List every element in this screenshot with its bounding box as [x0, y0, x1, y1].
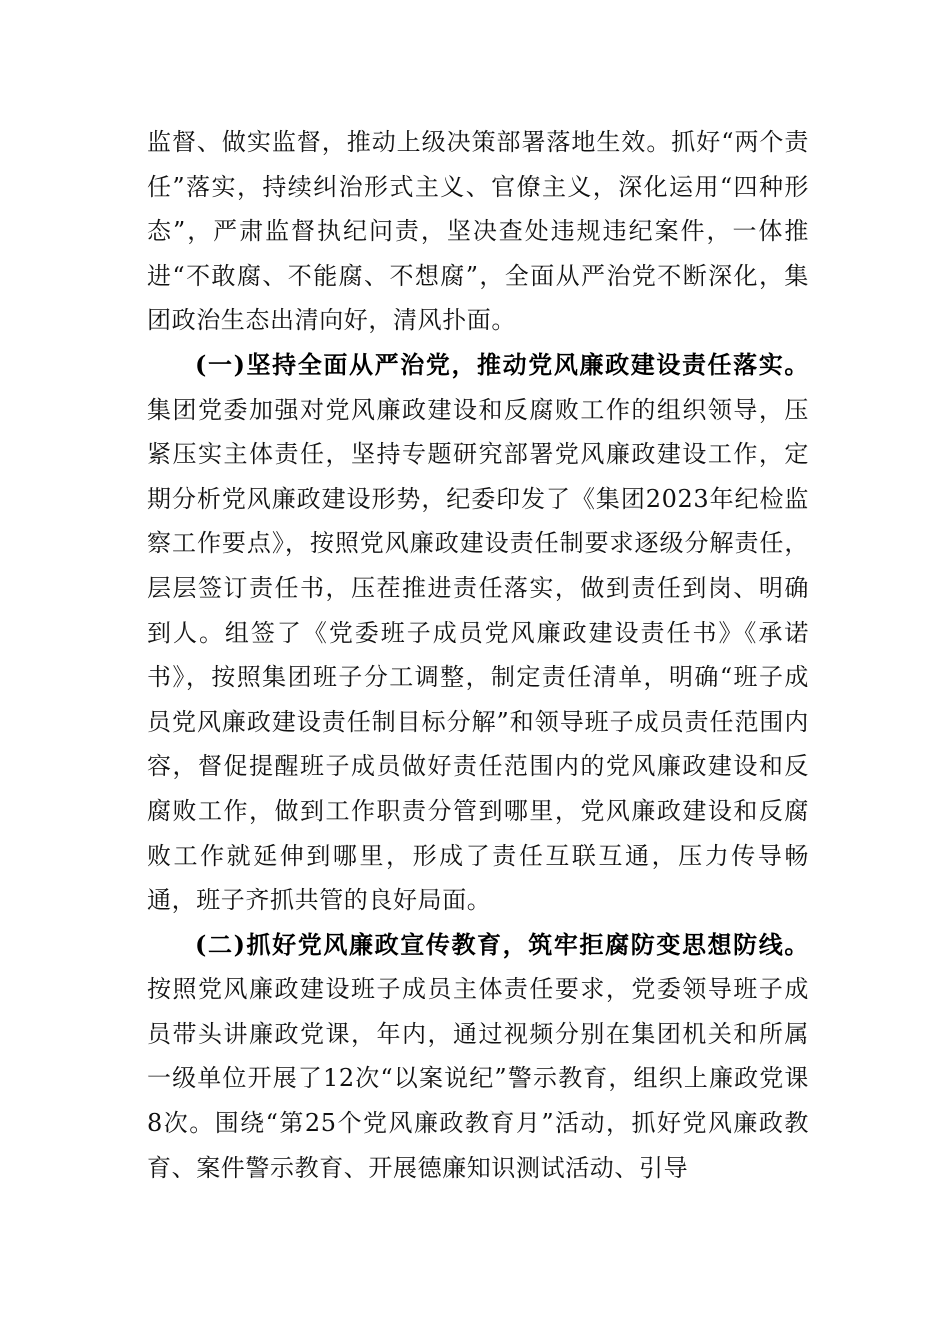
paragraph-section-two [147, 923, 809, 1191]
section-heading-two: (二)抓好党风廉政宣传教育，筑牢拒腐防变思想防线。 [195, 929, 809, 959]
paragraph-section-one [147, 343, 809, 923]
paragraph-body: 集团党委加强对党风廉政建设和反腐败工作的组织领导，压紧压实主体责任，坚持专题研究部署党风廉政建设工作，定期分析党风廉政建设形势，纪委印发了《集团2023年纪检监察工作要点》，按照党风廉政建设责任制要求逐级分解责任，层层签订责任书，压茬推进责任落实，做到责任到岗、明确到人。组签了《党委班子成员党风廉政建设责任书》《承诺书》，按照集团班子分工调整，制定责任清单，明确“班子成员党风廉政建设责任制目标分解”和领导班子成员责任范围内容，督促提醒班子成员做好责任范围内的党风廉政建设和反腐败工作，做到工作职责分管到哪里，党风廉政建设和反腐败工作就延伸到哪里，形成了责任互联互通，压力传导畅通，班子齐抓共管的良好局面。 [147, 395, 809, 915]
paragraph-body: 按照党风廉政建设班子成员主体责任要求，党委领导班子成员带头讲廉政党课，年内，通过视频分别在集团机关和所属一级单位开展了12次“以案说纪”警示教育，组织上廉政党课8次。围绕“第25个党风廉政教育月”活动，抓好党风廉政教育、案件警示教育、开展德廉知识测试活动、引导 [147, 975, 809, 1182]
section-heading-one: (一)坚持全面从严治党，推动党风廉政建设责任落实。 [195, 349, 809, 379]
document-body [147, 120, 809, 1190]
paragraph-body: 监督、做实监督，推动上级决策部署落地生效。抓好“两个责任”落实，持续纠治形式主义、官僚主义，深化运用“四种形态”，严肃监督执纪问责，坚决查处违规违纪案件，一体推进“不敢腐、不能腐、不想腐”，全面从严治党不断深化，集团政治生态出清向好，清风扑面。 [147, 128, 809, 335]
paragraph-continuation [147, 120, 809, 343]
